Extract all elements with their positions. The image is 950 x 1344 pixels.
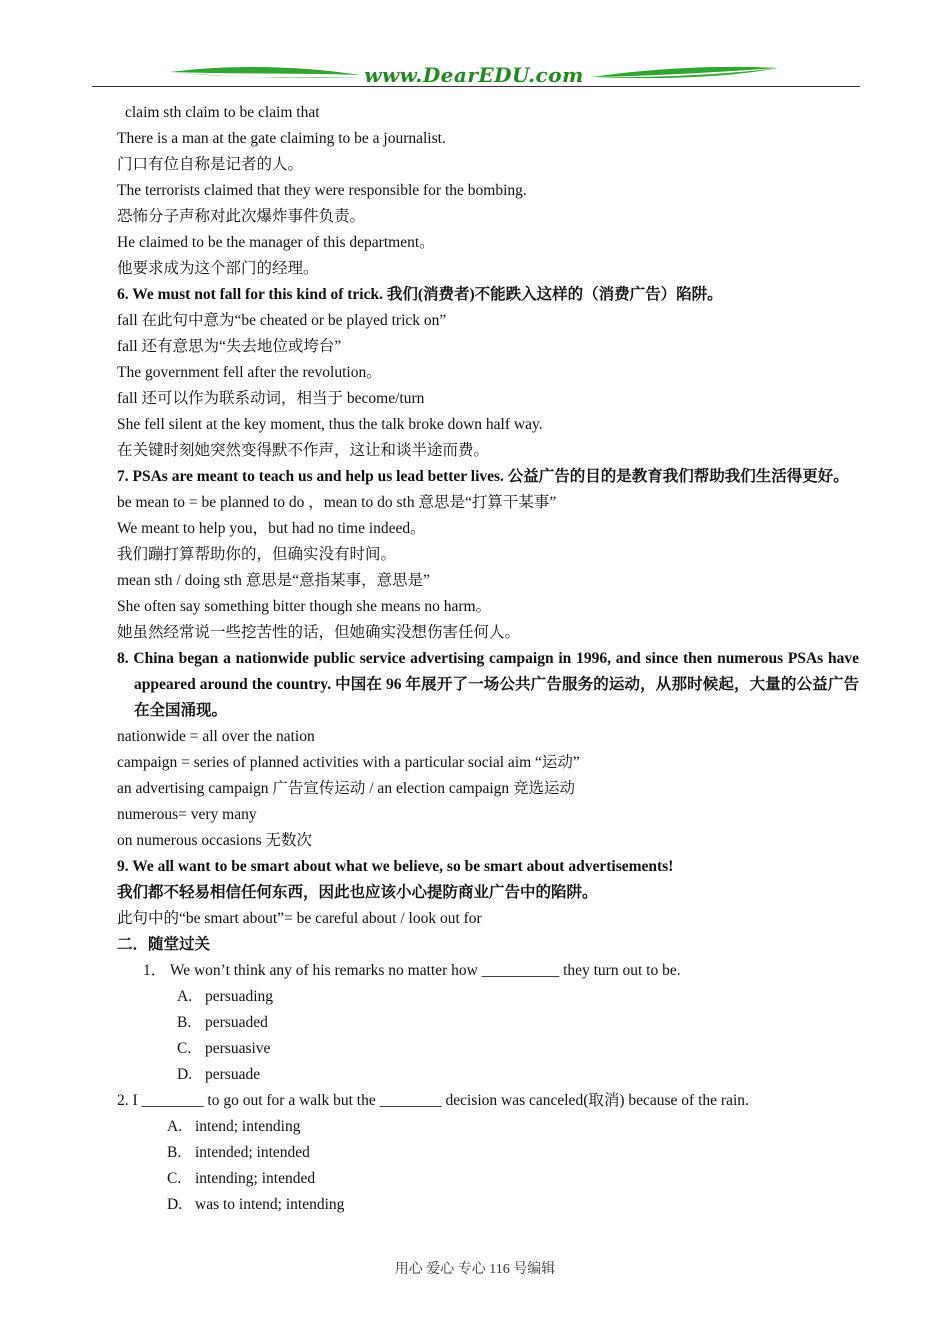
point-heading-9: 9. We all want to be smart about what we believe, so be smart about advertisements! xyxy=(117,858,674,875)
option-letter: A. xyxy=(167,1118,183,1135)
text-line: She often say something bitter though she means no harm。 xyxy=(117,598,492,615)
text-line: be mean to = be planned to do ，mean to do sth 意思是“打算干某事” xyxy=(117,494,557,511)
option-letter: B. xyxy=(167,1144,182,1161)
point-heading-6: 6. We must not fall for this kind of trick. 我们(消费者)不能跌入这样的（消费广告）陷阱。 xyxy=(117,286,723,303)
question-1-option-b xyxy=(117,1010,859,1036)
question-2-stem: 2. I ________ to go out for a walk but the ________ decision was canceled(取消) because of the rain. xyxy=(117,1092,749,1109)
text-line: claim sth claim to be claim that xyxy=(125,104,320,121)
question-1-option-a xyxy=(117,984,859,1010)
option-text: intended; intended xyxy=(195,1144,310,1161)
option-text: persuasive xyxy=(205,1040,271,1057)
text-line: There is a man at the gate claiming to be a journalist. xyxy=(117,130,446,147)
text-line: numerous= very many xyxy=(117,806,257,823)
text-line: He claimed to be the manager of this department。 xyxy=(117,234,435,251)
left-swoosh xyxy=(170,67,360,75)
text-line: 她虽然经常说一些挖苦性的话，但她确实没想伤害任何人。 xyxy=(117,624,521,641)
text-line: 恐怖分子声称对此次爆炸事件负责。 xyxy=(117,208,366,225)
document-body xyxy=(117,100,859,1218)
option-letter: B. xyxy=(177,1014,192,1031)
text-line: fall 还有意思为“失去地位或垮台” xyxy=(117,338,342,355)
option-letter: A. xyxy=(177,988,193,1005)
text-line: The terrorists claimed that they were responsible for the bombing. xyxy=(117,182,527,199)
question-2-option-d xyxy=(117,1192,859,1218)
text-line: 我们蹦打算帮助你的，但确实没有时间。 xyxy=(117,546,397,563)
option-letter: D. xyxy=(177,1066,193,1083)
text-line: 他要求成为这个部门的经理。 xyxy=(117,260,319,277)
text-line: fall 在此句中意为“be cheated or be played trick on” xyxy=(117,312,447,329)
text-line: an advertising campaign 广告宣传运动 / an election campaign 竞选运动 xyxy=(117,780,576,797)
text-line: nationwide = all over the nation xyxy=(117,728,315,745)
question-1-stem: 1． We won’t think any of his remarks no matter how __________ they turn out to be. xyxy=(143,962,681,979)
question-1-option-d xyxy=(117,1062,859,1088)
option-letter: D. xyxy=(167,1196,183,1213)
brand-logo-text: www.DearEDU.com xyxy=(364,63,584,87)
text-line: The government fell after the revolution。 xyxy=(117,364,382,381)
text-line: fall 还可以作为联系动词，相当于 become/turn xyxy=(117,390,425,407)
option-letter: C. xyxy=(167,1170,182,1187)
text-line: 在关键时刻她突然变得默不作声，这让和谈半途而费。 xyxy=(117,442,490,459)
text-line: We meant to help you，but had no time indeed。 xyxy=(117,520,426,537)
text-line: She fell silent at the key moment, thus the talk broke down half way. xyxy=(117,416,543,433)
question-2-option-c xyxy=(117,1166,859,1192)
text-line: 门口有位自称是记者的人。 xyxy=(117,156,304,173)
option-text: persuading xyxy=(205,988,274,1005)
option-text: was to intend; intending xyxy=(195,1196,345,1213)
question-2-option-a xyxy=(117,1114,859,1140)
header-divider xyxy=(92,86,860,87)
option-text: intend; intending xyxy=(195,1118,301,1135)
option-letter: C. xyxy=(177,1040,192,1057)
question-2-option-b xyxy=(117,1140,859,1166)
point-heading-9-translation: 我们都不轻易相信任何东西，因此也应该小心提防商业广告中的陷阱。 xyxy=(117,884,598,901)
text-line: mean sth / doing sth 意思是“意指某事，意思是” xyxy=(117,572,430,589)
section-heading: 二．随堂过关 xyxy=(117,936,211,953)
point-heading-7: 7. PSAs are meant to teach us and help us lead better lives. 公益广告的目的是教育我们帮助我们生活得更好。 xyxy=(117,468,849,485)
option-text: intending; intended xyxy=(195,1170,316,1187)
text-line: 此句中的“be smart about”= be careful about / look out for xyxy=(117,910,482,927)
text-line: campaign = series of planned activities with a particular social aim “运动” xyxy=(117,754,580,771)
option-text: persuaded xyxy=(205,1014,268,1031)
point-heading-8: 8. China began a nationwide public service advertising campaign in 1996, and since then numerous PSAs have appeared around the country. 中国在 96 年展开了一场公共广告服务的运动，从那时候起，大量的公益广告在全国涌现。 xyxy=(117,650,859,719)
page-footer: 用心 爱心 专心 116 号编辑 xyxy=(394,1262,556,1277)
option-text: persuade xyxy=(205,1066,261,1083)
question-1-option-c xyxy=(117,1036,859,1062)
text-line: on numerous occasions 无数次 xyxy=(117,832,313,849)
